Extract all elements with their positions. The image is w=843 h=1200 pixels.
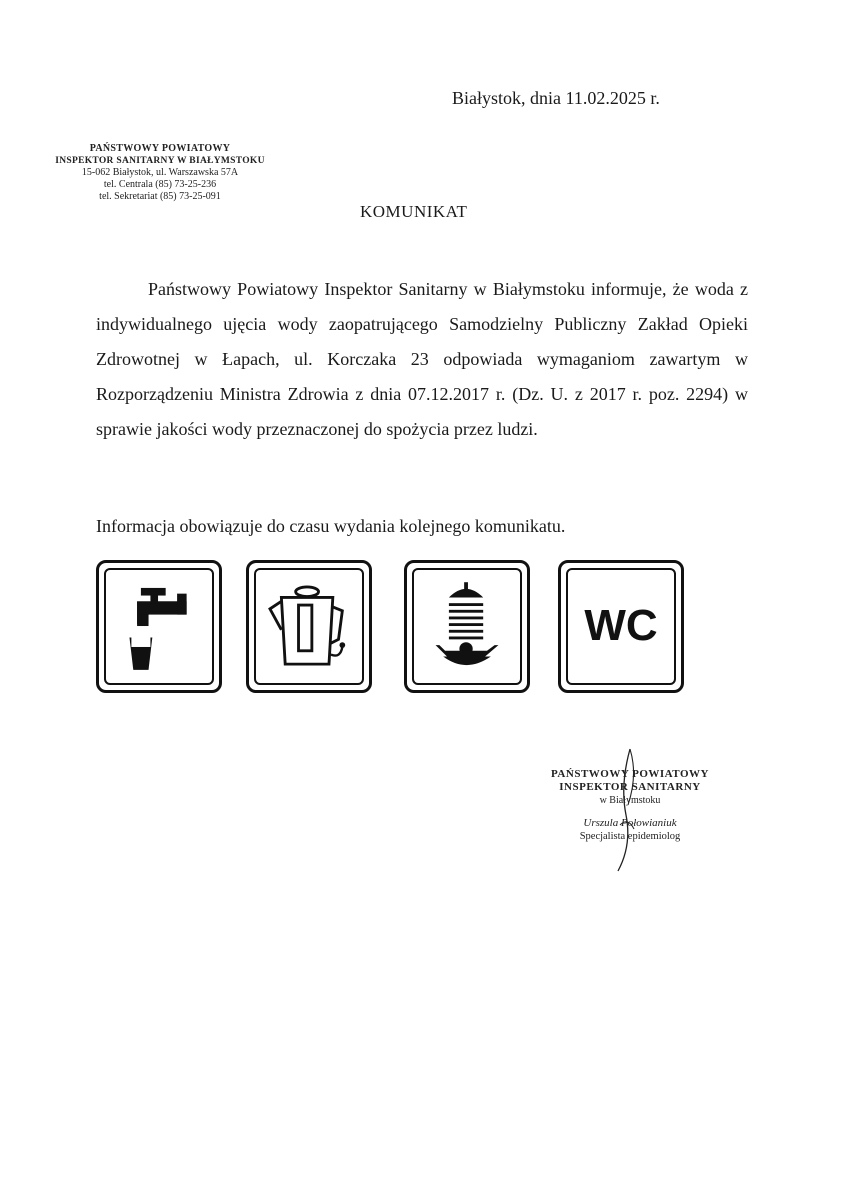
drinking-water-icon bbox=[96, 560, 222, 693]
shower-bath-icon bbox=[404, 560, 530, 693]
issuer-stamp-line: INSPEKTOR SANITARNY W BIAŁYMSTOKU bbox=[55, 156, 265, 166]
info-line: Informacja obowiązuje do czasu wydania kolejnego komunikatu. bbox=[96, 516, 566, 536]
issuer-stamp-phone: tel. Sekretariat (85) 73-25-091 bbox=[99, 191, 221, 202]
signature-stamp bbox=[530, 768, 730, 843]
signatory-name: Urszula Połowianiuk bbox=[583, 817, 677, 829]
signatory-position: Specjalista epidemiolog bbox=[579, 831, 681, 842]
usage-icons bbox=[96, 560, 696, 700]
kettle-icon bbox=[246, 560, 372, 693]
signature-stamp-line: PAŃSTWOWY POWIATOWY bbox=[551, 768, 709, 780]
body-paragraph: Państwowy Powiatowy Inspektor Sanitarny w Białymstoku informuje, że woda z indywidualnego ujęcia wody zaopatrującego Samodzielny Publiczny Zakład Opieki Zdrowotnej w Łapach, ul. Korczaka 23 odpowiada wymaganiom zawartym w Rozporządzeniu Ministra Zdrowia z dnia 07.12.2017 r. (Dz. U. z 2017 r. poz. 2294) w sprawie jakości wody przeznaczonej do spożycia przez ludzi. bbox=[96, 279, 748, 439]
issuer-stamp-address: 15-062 Białystok, ul. Warszawska 57A bbox=[81, 167, 239, 178]
issuer-stamp-phone: tel. Centrala (85) 73-25-236 bbox=[103, 179, 217, 190]
signature-stamp-city: w Białymstoku bbox=[599, 795, 661, 806]
wc-label: WC bbox=[584, 601, 658, 650]
issuer-stamp bbox=[50, 143, 270, 203]
date-line: Białystok, dnia 11.02.2025 r. bbox=[452, 88, 660, 108]
signature-stamp-line: INSPEKTOR SANITARNY bbox=[559, 781, 701, 793]
document-title: KOMUNIKAT bbox=[360, 202, 468, 221]
issuer-stamp-line: PAŃSTWOWY POWIATOWY bbox=[89, 143, 231, 154]
wc-icon bbox=[558, 560, 684, 693]
